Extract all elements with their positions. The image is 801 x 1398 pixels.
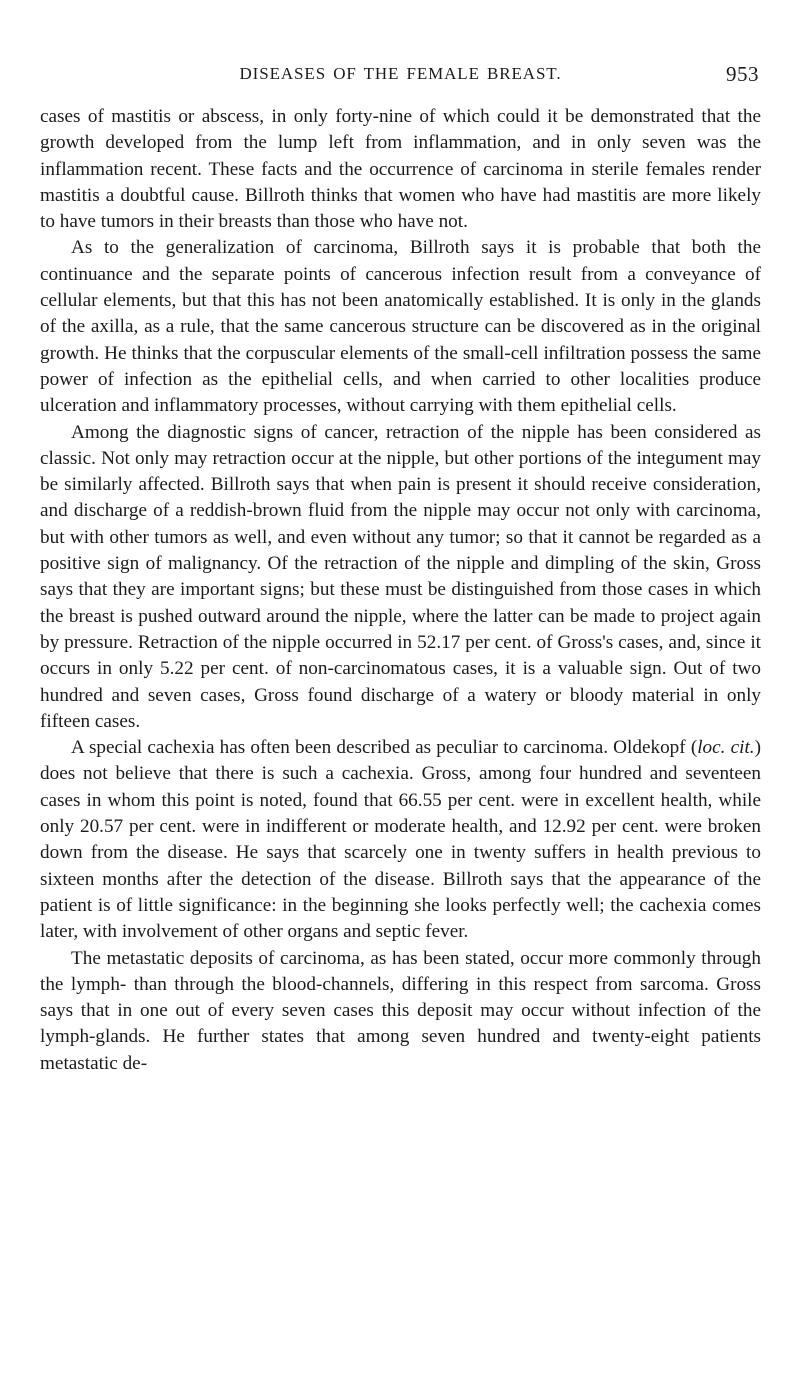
paragraph-generalization: As to the generalization of carcinoma, Billroth says it is probable that both the continuance and the separate points of cancerous infection result from a conveyance of cellular elements, but that this has not been anatomically established. It is only in the glands of the axilla, as a rule, that the same cancerous structure can be discovered as in the original growth. He thinks that the corpuscular elements of the small-cell infiltration possess the same power of infection as the epithelial cells, and when carried to other localities produce ulceration and inflammatory processes, without carrying with them epithelial cells. (40, 237, 761, 417)
page-number: 953 (726, 62, 759, 86)
book-page (40, 0, 761, 1398)
cachexia-text-start: A special cachexia has often been described as peculiar to carcinoma. Oldekopf ( (71, 737, 698, 759)
running-head (40, 64, 761, 88)
paragraph-cachexia (40, 735, 761, 945)
paragraph-metastatic-deposits: The metastatic deposits of carcinoma, as has been stated, occur more commonly through the lymph- than through the blood-channels, differing in this respect from sarcoma. Gross says that in one out of every seven cases this deposit may occur without infection of the lymph-glands. He further states that among seven hundred and twenty-eight patients metastatic de- (40, 947, 761, 1074)
loc-cit-citation: loc. cit. (697, 737, 755, 759)
body-text (40, 104, 761, 1077)
cachexia-text-end: ) does not believe that there is such a cachexia. Gross, among four hundred and seventeen cases in whom this point is noted, found that 66.55 per cent. were in excellent health, while only 20.57 per cent. were in indifferent or moderate health, and 12.92 per cent. were broken down from the disease. He says that scarcely one in twenty suffers in health previous to sixteen months after the detection of the disease. Billroth says that the appearance of the patient is of little significance: in the beginning she looks perfectly well; the cachexia comes later, with involvement of other organs and septic fever. (40, 737, 761, 943)
running-title: DISEASES OF THE FEMALE BREAST. (239, 64, 562, 83)
paragraph-mastitis: cases of mastitis or abscess, in only forty-nine of which could it be demonstrated that the growth developed from the lump left from inflammation, and in only seven was the inflammation recent. These facts and the occurrence of carcinoma in sterile females render mastitis a doubtful cause. Billroth thinks that women who have had mastitis are more likely to have tumors in their breasts than those who have not. (40, 106, 761, 233)
paragraph-diagnostic-signs: Among the diagnostic signs of cancer, retraction of the nipple has been considered as classic. Not only may retraction occur at the nipple, but other portions of the integument may be similarly affected. Billroth says that when pain is present it should receive consideration, and discharge of a reddish-brown fluid from the nipple may occur not only with carcinoma, but with other tumors as well, and even without any tumor; so that it cannot be regarded as a positive sign of malignancy. Of the retraction of the nipple and dimpling of the skin, Gross says that they are important signs; but these must be distinguished from those cases in which the breast is pushed outward around the nipple, where the latter can be made to project again by pressure. Retraction of the nipple occurred in 52.17 per cent. of Gross's cases, and, since it occurs in only 5.22 per cent. of non-carcinomatous cases, it is a valuable sign. Out of two hundred and seven cases, Gross found discharge of a watery or bloody material in only fifteen cases. (40, 421, 761, 732)
